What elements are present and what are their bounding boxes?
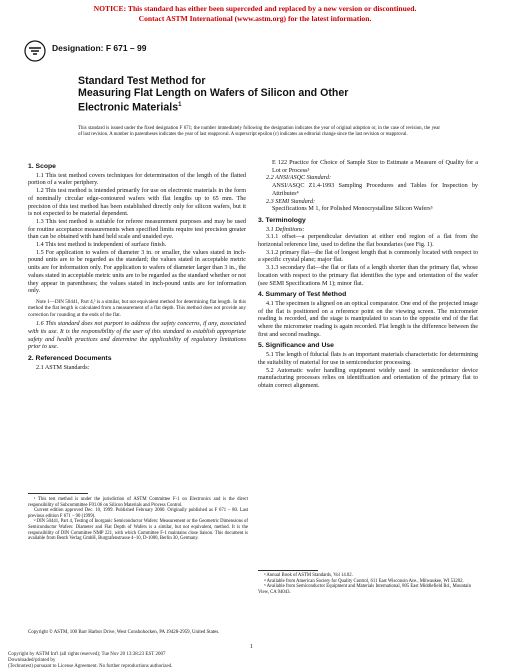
para-3-1-3: 3.1.3 secondary flat—the flat or flats of a length shorter than the primary flat, whose location with respect to the primary flat identifies the type and orientation of the wafer (see SEMI Specifications M 1); minor flat. <box>258 265 478 287</box>
footnotes-left <box>28 497 248 542</box>
ref-e122: E 122 Practice for Choice of Sample Size to Estimate a Measure of Quality for a Lot or Process³ <box>272 160 478 174</box>
title-line-1: Standard Test Method for <box>78 75 206 87</box>
license-stamp <box>8 652 172 670</box>
para-2-2: 2.2 ANSI/ASQC Standard: <box>266 175 331 182</box>
license-line-2: Downloaded/printed by <box>8 657 56 663</box>
note-1: Note 1—DIN 50441, Part 4,² is a similar, but not equivalent method for determining flat length. In this method the flat length is calculated from a measurement of a flat depth. This method does not provide any correction for rounding at the ends of the flat. <box>28 298 246 318</box>
title-line-2: Measuring Flat Length on Wafers of Silicon and Other <box>78 86 349 99</box>
para-2-1: 2.1 ASTM Standards: <box>36 364 90 371</box>
notice-line-2: Contact ASTM International (www.astm.org) for the latest information. <box>138 14 372 23</box>
designation: Designation: F 671 – 99 <box>52 43 147 53</box>
ref-semi: Specifications M 1, for Polished Monocrystalline Silicon Wafers⁵ <box>272 206 433 213</box>
page-number: 1 <box>250 644 253 650</box>
ref-ansi: ANSI/ASQC Z1.4-1993 Sampling Procedures and Tables for Inspection by Attributes⁴ <box>272 183 478 197</box>
astm-logo-icon <box>24 40 46 62</box>
license-line-3: (Technotest) pursuant to License Agreement. No further reproductions authorized. <box>8 663 173 669</box>
para-1-4: 1.4 This test method is independent of surface finish. <box>36 242 167 249</box>
footnote-divider-right <box>258 570 318 571</box>
copyright-address: Copyright © ASTM, 100 Barr Harbor Drive, West Conshohocken, PA 19428-2959, United States. <box>28 630 220 635</box>
para-5-2: 5.2 Automatic wafer handling equipment widely used in semiconductor device manufacturing processes relies on identification and orientation of the primary flat to obtain correct alignment. <box>258 367 478 389</box>
significance-heading: 5. Significance and Use <box>258 342 334 350</box>
footnote-divider-left <box>28 493 88 494</box>
scope-heading: 1. Scope <box>28 163 56 170</box>
notice-line-1: NOTICE: This standard has either been superceded and replaced by a new version or discontinued. <box>93 4 417 13</box>
para-5-1: 5.1 The length of fiducial flats is an important materials characteristic for determining the suitability of material for use in semiconductor processing. <box>258 352 478 366</box>
footnote-5: ⁵ Available from Semiconductor Equipment and Materials International, 805 East Middlefield Rd., Mountain View, CA 94043. <box>258 584 471 595</box>
title-line-3 <box>78 100 438 114</box>
para-1-6: 1.6 This standard does not purport to address the safety concerns, if any, associated with its use. It is the responsibility of the user of this standard to establish appropriate safety and health practices and determine the applicability of regulatory limitations prior to use. <box>28 321 246 351</box>
title-line-3-text: Electronic Materials <box>78 101 179 114</box>
title-footnote-mark: 1 <box>178 101 182 108</box>
para-3-1-2: 3.1.2 primary flat—the flat of longest length that is commonly located with respect to a specific crystal plane; major flat. <box>258 249 478 264</box>
para-3-1: 3.1 Definitions: <box>266 226 305 233</box>
left-column <box>28 160 246 372</box>
para-1-3: 1.3 This test method is suitable for referee measurement purposes and may be used for routine acceptance measurements when specified limits require test precision greater than can be obtained with hand held scale and unaided eye. <box>28 218 246 241</box>
right-column <box>258 160 478 391</box>
para-2-3: 2.3 SEMI Standard: <box>266 198 316 205</box>
footnote-1b: Current edition approved Dec. 10, 1999. Published February 2000. Originally published as F 671 – 80. Last previous edition F 671 – 90 (1999). <box>28 508 248 519</box>
notice-banner <box>0 4 510 24</box>
terminology-heading: 3. Terminology <box>258 216 306 224</box>
para-4-1: 4.1 The specimen is aligned on an optical comparator. One end of the projected image of the flat is positioned on a reference point on the viewing screen. The micrometer reading is recorded, and the stage is manipulated to scan to the opposite end of the flat where the micrometer reading is again recorded. Flat length is the difference between the first and second readings. <box>258 300 478 338</box>
footnote-3: ³ Annual Book of ASTM Standards, Vol 14.02. <box>264 573 353 578</box>
referenced-documents-heading: 2. Referenced Documents <box>28 354 112 362</box>
footnote-1: ¹ This test method is under the jurisdiction of ASTM Committee F-1 on Electronics and is the direct responsibility of Subcommittee F01.06 on Silicon Materials and Process Control. <box>28 497 248 508</box>
license-line-1: Copyright by ASTM Int'l (all rights reserved); Tue Nov 20 13:38:23 EST 2007 <box>8 652 166 657</box>
para-1-5: 1.5 For application to wafers of diameter 3 in. or smaller, the values stated in inch-pound units are to be regarded as the standard; the values stated in acceptable metric units are for information only. For application to wafers of diameter larger than 3 in., the values stated in acceptable metric units are to be regarded as the standard whether or not they appear in parentheses; the values stated in inch-pound units are for information only. <box>28 249 246 295</box>
summary-heading: 4. Summary of Test Method <box>258 291 347 299</box>
para-1-1: 1.1 This test method covers techniques for determination of the length of the flatted portion of a wafer periphery. <box>28 172 246 187</box>
footnote-2: ² DIN 50441, Part 4, Testing of Inorganic Semiconductor Wafers: Measurement or the Geometric Dimensions of Semiconductor Wafers: Diameter and Flat Depth of Wafers is a similar, but not equivalent, method. It is the responsibility of DIN Committee NMP 221, with which Committee F-1 maintains close liaison. This document is available from Beuth Verlag GmbH, Burgrafenstrasse 4–10, D-1000, Berlin 30, Germany. <box>28 519 248 542</box>
footnotes-right <box>258 573 478 595</box>
para-3-1-1: 3.1.1 offset—a perpendicular deviation at either end region of a flat from the horizontal reference line, used to define the flat boundaries (see Fig. 1). <box>258 234 478 249</box>
footnote-4: ⁴ Available from American Society for Quality Control, 611 East Wisconsin Ave., Milwaukee, WI 53202. <box>264 578 464 584</box>
standard-intro: This standard is issued under the fixed designation F 671; the number immediately following the designation indicates the year of original adoption or, in the case of revision, the year of last revision. A number in parentheses indicates the year of last reapproval. A superscript epsilon (ε) indicates an editorial change since the last revision or reapproval. <box>78 126 440 138</box>
para-1-2: 1.2 This test method is intended primarily for use on electronic materials in the form of nominally circular edge-contoured wafers with flat lengths up to 65 mm. The precision of this test method has been established directly only for silicon wafers, but it is not expected to be material dependent. <box>28 188 246 218</box>
document-title <box>78 76 438 114</box>
